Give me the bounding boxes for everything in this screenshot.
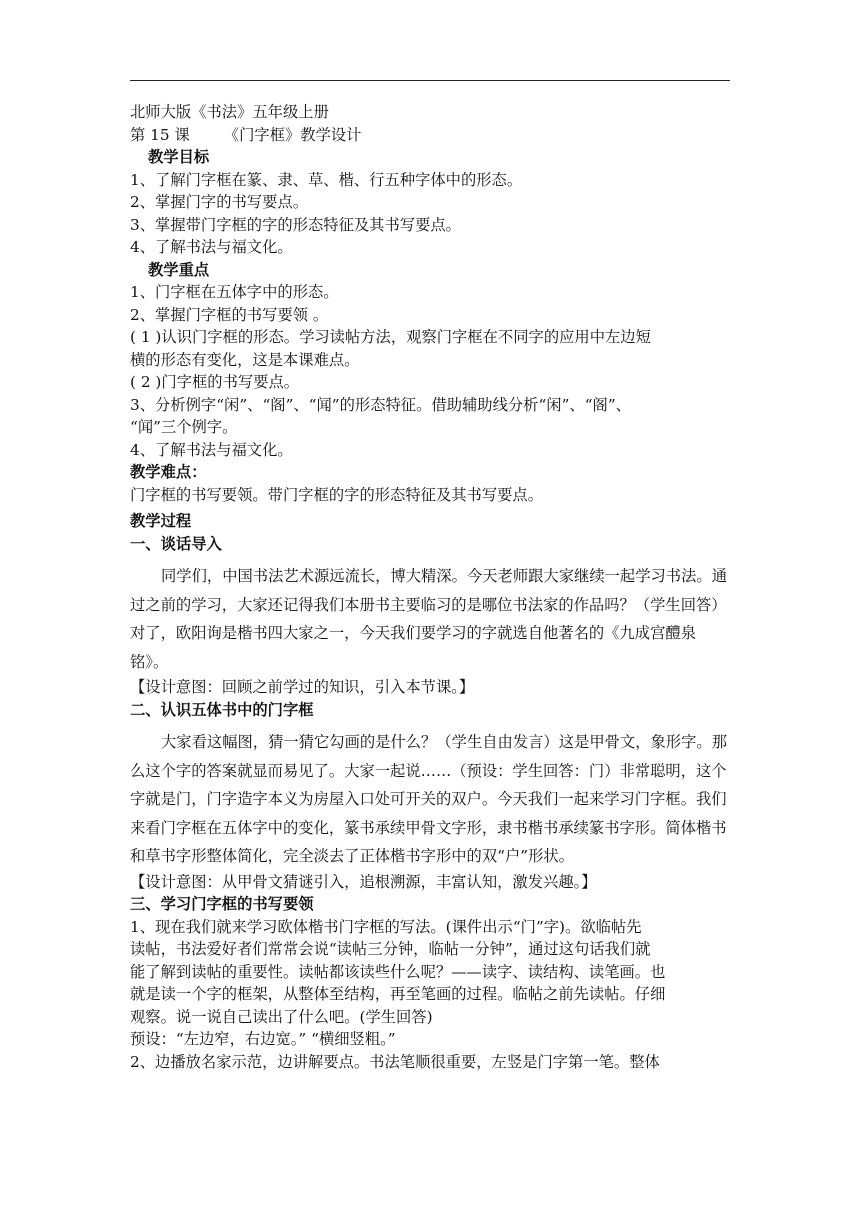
key-point-item: 横的形态有变化，这是本课难点。 xyxy=(130,350,360,369)
key-point-item: 2、掌握门字框的书写要领 。 xyxy=(130,305,329,324)
key-point-item: “闻”三个例字。 xyxy=(130,418,238,436)
key-point-item: 1、门字框在五体字中的形态。 xyxy=(130,283,339,301)
section-heading: 一、谈话导入 xyxy=(130,534,222,553)
difficulty-text: 门字框的书写要领。带门字框的字的形态特征及其书写要点。 xyxy=(130,485,544,504)
section-heading: 三、学习门字框的书写要领 xyxy=(130,895,314,913)
section3-line: 2、边播放名家示范，边讲解要点。书法笔顺很重要，左竖是门字第一笔。整体 xyxy=(130,1052,660,1071)
section3-line: 读帖，书法爱好者们常常会说“读帖三分钟，临帖一分钟”，通过这句话我们就 xyxy=(130,940,651,958)
goals-heading: 教学目标 xyxy=(148,148,210,166)
goal-item: 4、了解书法与福文化。 xyxy=(130,238,293,256)
goal-item: 2、掌握门字的书写要点。 xyxy=(130,193,308,211)
difficulty-heading: 教学难点： xyxy=(130,463,207,481)
goal-item: 3、掌握带门字框的字的形态特征及其书写要点。 xyxy=(130,215,461,234)
section3-line: 就是读一个字的框架，从整体至结构，再至笔画的过程。临帖之前先读帖。仔细 xyxy=(130,985,666,1003)
key-point-item: 3、分析例字“闲”、“阁”、“闻”的形态特征。借助辅助线分析“闲”、“阁”、 xyxy=(130,395,631,414)
section3-line: 能了解到读帖的重要性。读帖都该读些什么呢？——读字、读结构、读笔画。也 xyxy=(130,962,666,981)
lesson-number: 第 15 课 xyxy=(130,125,190,144)
section3-line: 观察。说一说自己读出了什么吧。(学生回答) xyxy=(130,1007,433,1026)
header-rule xyxy=(130,80,730,81)
key-point-item: ( 2 )门字框的书写要点。 xyxy=(130,373,300,391)
design-intent: 【设计意图：从甲骨文猜谜引入，追根溯源，丰富认知，激发兴趣。】 xyxy=(130,872,597,891)
section1-paragraph: 同学们，中国书法艺术源远流长，博大精深。今天老师跟大家继续一起学习书法。通过之前的学习，大家还记得我们本册书主要临习的是哪位书法家的作品吗？（学生回答）对了，欧阳询是楷书四大家之一，今天我们要学习的字就选自他著名的《九成宫醴泉铭》。 xyxy=(130,567,727,671)
goal-item: 1、了解门字框在篆、隶、草、楷、行五种字体中的形态。 xyxy=(130,170,523,189)
key-points-heading: 教学重点 xyxy=(148,260,210,279)
process-heading: 教学过程 xyxy=(130,512,192,530)
textbook-title: 北师大版《书法》五年级上册 xyxy=(130,103,329,121)
key-point-item: ( 1 )认识门字框的形态。学习读帖方法，观察门字框在不同字的应用中左边短 xyxy=(130,328,651,346)
section2-paragraph: 大家看这幅图，猜一猜它勾画的是什么？（学生自由发言）这是甲骨文，象形字。那么这个字的答案就显而易见了。大家一起说……（预设：学生回答：门）非常聪明，这个字就是门，门字造字本义为房屋入口处可开关的双户。今天我们一起来学习门字框。我们来看门字框在五体字中的变化，篆书承续甲骨文字形，隶书楷书承续篆书字形。简体楷书和草书字形整体简化，完全淡去了正体楷书字形中的双“户”形状。 xyxy=(130,733,727,865)
section-heading: 二、认识五体书中的门字框 xyxy=(130,700,314,719)
section3-line: 预设：“左边窄，右边宽。” “横细竖粗。” xyxy=(130,1030,396,1048)
document-body xyxy=(130,101,730,1073)
lesson-title-line xyxy=(130,124,730,147)
design-intent: 【设计意图：回顾之前学过的知识，引入本节课。】 xyxy=(130,678,475,696)
key-point-item: 4、了解书法与福文化。 xyxy=(130,440,293,459)
lesson-title: 《门字框》教学设计 xyxy=(223,125,362,144)
section3-line: 1、现在我们就来学习欧体楷书门字框的写法。(课件出示“门”字)。欲临帖先 xyxy=(130,917,642,936)
